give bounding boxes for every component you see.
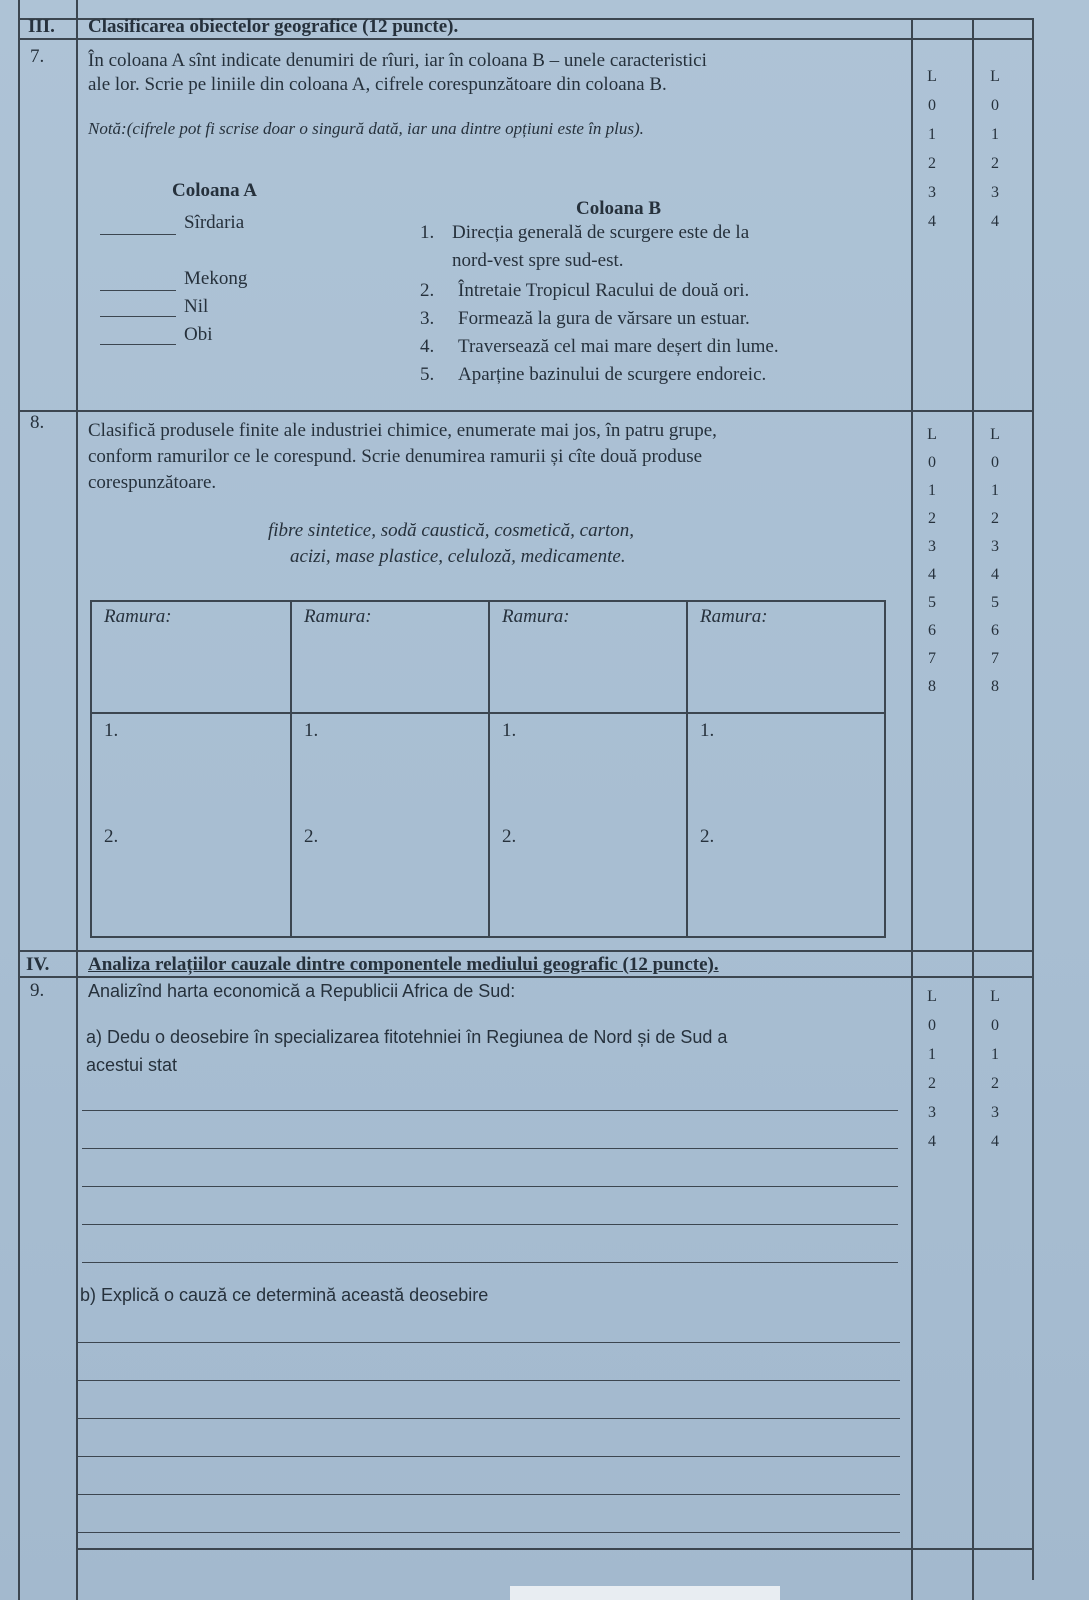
q8-score-grader1-9[interactable]: 8 xyxy=(928,678,936,695)
q8-answer-table xyxy=(90,600,886,938)
q9-score-grader2-5[interactable]: 4 xyxy=(991,1133,999,1150)
section3-divider xyxy=(18,38,1034,40)
q9-a-answer-line-3[interactable] xyxy=(82,1186,898,1187)
q9-score-grader2-1[interactable]: 0 xyxy=(991,1017,999,1034)
left-border xyxy=(18,0,20,1600)
q9-score-grader1-5[interactable]: 4 xyxy=(928,1133,936,1150)
q9-b-answer-line-1[interactable] xyxy=(76,1342,900,1343)
q8-products-line1: fibre sintetice, sodă caustică, cosmetică, carton, xyxy=(268,520,635,541)
q8-score-grader1-3[interactable]: 2 xyxy=(928,510,936,527)
q7-column-b-item-1-text: Direcția generală de scurgere este de la xyxy=(452,222,750,243)
q7-score-grader1-2[interactable]: 1 xyxy=(928,126,936,143)
q9-b-answer-line-4[interactable] xyxy=(76,1456,900,1457)
q7-column-b-item-1-text2: nord-vest spre sud-est. xyxy=(452,250,624,271)
q9-part-b: b) Explică o cauză ce determină această deosebire xyxy=(80,1285,489,1305)
q8-score-grader1-4[interactable]: 3 xyxy=(928,538,936,555)
q8-score-grader1-1[interactable]: 0 xyxy=(928,454,936,471)
q8-number: 8. xyxy=(30,412,45,433)
q7-answer-blank-4[interactable] xyxy=(100,344,176,345)
q7-number: 7. xyxy=(30,46,45,67)
q8-score-grader2-0[interactable]: L xyxy=(990,426,1000,443)
q8-score-grader2-1[interactable]: 0 xyxy=(991,454,999,471)
q9-score-grader2-2[interactable]: 1 xyxy=(991,1046,999,1063)
q9-score-grader1-0[interactable]: L xyxy=(927,988,937,1005)
q8-score-grader2-5[interactable]: 4 xyxy=(991,566,999,583)
q7-score-grader1-0[interactable]: L xyxy=(927,68,937,85)
q8-score-grader1-5[interactable]: 4 xyxy=(928,566,936,583)
q8-score-grader2-2[interactable]: 1 xyxy=(991,482,999,499)
section3-number: III. xyxy=(28,16,55,37)
table-item-1-col-3[interactable]: 1. xyxy=(502,720,517,741)
q9-a-answer-line-5[interactable] xyxy=(82,1262,898,1263)
q7-column-b-item-3-text: Formează la gura de vărsare un estuar. xyxy=(458,308,750,329)
bottom-line xyxy=(76,1548,1034,1550)
section4-number: IV. xyxy=(26,954,50,975)
q9-number: 9. xyxy=(30,980,45,1001)
score-column-divider-1 xyxy=(911,20,913,1600)
q7-column-b-item-4-text: Traversează cel mai mare deșert din lume. xyxy=(458,336,779,357)
q8-text-line2: conform ramurilor ce le corespund. Scrie denumirea ramurii și cîte două produse xyxy=(88,446,703,467)
table-col-divider-3 xyxy=(686,602,688,936)
q8-score-grader2-9[interactable]: 8 xyxy=(991,678,999,695)
q7-answer-blank-2[interactable] xyxy=(100,290,176,291)
q7-score-grader1-1[interactable]: 0 xyxy=(928,97,936,114)
q8-score-grader2-6[interactable]: 5 xyxy=(991,594,999,611)
q9-a-answer-line-4[interactable] xyxy=(82,1224,898,1225)
q7-score-grader2-5[interactable]: 4 xyxy=(991,213,999,230)
q8-score-grader2-3[interactable]: 2 xyxy=(991,510,999,527)
q8-score-grader1-7[interactable]: 6 xyxy=(928,622,936,639)
bottom-strip xyxy=(510,1586,780,1600)
q8-score-grader1-6[interactable]: 5 xyxy=(928,594,936,611)
q9-score-grader1-2[interactable]: 1 xyxy=(928,1046,936,1063)
q8-section4-divider xyxy=(18,950,1034,952)
q8-score-grader1-0[interactable]: L xyxy=(927,426,937,443)
q7-column-b-title: Coloana B xyxy=(576,198,661,219)
table-item-2-col-1[interactable]: 2. xyxy=(104,826,119,847)
q7-column-b-item-5-text: Aparține bazinului de scurgere endoreic. xyxy=(458,364,767,385)
q7-score-grader2-4[interactable]: 3 xyxy=(991,184,999,201)
q9-score-grader2-3[interactable]: 2 xyxy=(991,1075,999,1092)
number-column-divider xyxy=(76,0,78,1600)
q9-a-answer-line-2[interactable] xyxy=(82,1148,898,1149)
q9-score-grader2-0[interactable]: L xyxy=(990,988,1000,1005)
table-row-divider xyxy=(92,712,884,714)
q7-column-b-item-3-num: 3. xyxy=(420,308,435,329)
q8-text-line3: corespunzătoare. xyxy=(88,472,217,493)
table-item-2-col-3[interactable]: 2. xyxy=(502,826,517,847)
q7-column-b-item-4-num: 4. xyxy=(420,336,435,357)
q9-b-answer-line-2[interactable] xyxy=(76,1380,900,1381)
q7-column-b-item-2-text: Întretaie Tropicul Racului de două ori. xyxy=(458,280,750,301)
q9-part-a-line1: a) Dedu o deosebire în specializarea fitotehniei în Regiunea de Nord și de Sud a xyxy=(86,1027,728,1047)
q7-score-grader2-2[interactable]: 1 xyxy=(991,126,999,143)
q9-score-grader1-4[interactable]: 3 xyxy=(928,1104,936,1121)
q8-score-grader1-8[interactable]: 7 xyxy=(928,650,936,667)
q7-score-grader2-3[interactable]: 2 xyxy=(991,155,999,172)
q7-column-a-title: Coloana A xyxy=(172,180,257,201)
q8-score-grader2-4[interactable]: 3 xyxy=(991,538,999,555)
table-header-ramura-1[interactable]: Ramura: xyxy=(104,606,172,627)
q8-products-line2: acizi, mase plastice, celuloză, medicamente. xyxy=(290,546,626,567)
table-item-1-col-4[interactable]: 1. xyxy=(700,720,715,741)
q7-answer-blank-1[interactable] xyxy=(100,234,176,235)
q9-score-grader1-1[interactable]: 0 xyxy=(928,1017,936,1034)
q9-b-answer-line-6[interactable] xyxy=(76,1532,900,1533)
q9-a-answer-line-1[interactable] xyxy=(82,1110,898,1111)
q9-b-answer-line-3[interactable] xyxy=(76,1418,900,1419)
q7-text-line1: În coloana A sînt indicate denumiri de rîuri, iar în coloana B – unele caracteristici xyxy=(88,50,707,71)
q7-text-line2: ale lor. Scrie pe liniile din coloana A, cifrele corespunzătoare din coloana B. xyxy=(88,74,667,95)
q9-score-grader2-4[interactable]: 3 xyxy=(991,1104,999,1121)
q8-score-grader1-2[interactable]: 1 xyxy=(928,482,936,499)
q9-score-grader1-3[interactable]: 2 xyxy=(928,1075,936,1092)
q7-note: Notă:(cifrele pot fi scrise doar o singură dată, iar una dintre opțiuni este în plus). xyxy=(88,119,644,138)
table-col-divider-1 xyxy=(290,602,292,936)
q7-column-b-item-2-num: 2. xyxy=(420,280,435,301)
right-border xyxy=(1032,20,1034,1580)
table-header-ramura-2[interactable]: Ramura: xyxy=(304,606,372,627)
table-item-2-col-2[interactable]: 2. xyxy=(304,826,319,847)
q9-intro: Analizînd harta economică a Republicii Africa de Sud: xyxy=(88,981,516,1001)
q7-answer-blank-3[interactable] xyxy=(100,316,176,317)
q7-score-grader1-3[interactable]: 2 xyxy=(928,155,936,172)
table-item-1-col-1[interactable]: 1. xyxy=(104,720,119,741)
q7-column-a-item-3: Nil xyxy=(184,296,209,317)
table-item-2-col-4[interactable]: 2. xyxy=(700,826,715,847)
table-col-divider-2 xyxy=(488,602,490,936)
table-header-ramura-4[interactable]: Ramura: xyxy=(700,606,768,627)
section3-title: Clasificarea obiectelor geografice (12 puncte). xyxy=(88,16,459,37)
table-item-1-col-2[interactable]: 1. xyxy=(304,720,319,741)
table-header-ramura-3[interactable]: Ramura: xyxy=(502,606,570,627)
q8-text-line1: Clasifică produsele finite ale industriei chimice, enumerate mai jos, în patru grupe, xyxy=(88,420,717,441)
q7-score-grader1-4[interactable]: 3 xyxy=(928,184,936,201)
score-column-divider-2 xyxy=(972,20,974,1600)
q7-column-b-item-1-num: 1. xyxy=(420,222,435,243)
section4-q9-divider xyxy=(18,976,1034,978)
q7-score-grader1-5[interactable]: 4 xyxy=(928,213,936,230)
q7-score-grader2-0[interactable]: L xyxy=(990,68,1000,85)
q7-column-a-item-2: Mekong xyxy=(184,268,248,289)
q7-column-a-item-1: Sîrdaria xyxy=(184,212,245,233)
q9-part-a-line2: acestui stat xyxy=(86,1055,178,1075)
q9-b-answer-line-5[interactable] xyxy=(76,1494,900,1495)
q7-column-b-item-5-num: 5. xyxy=(420,364,435,385)
q8-score-grader2-8[interactable]: 7 xyxy=(991,650,999,667)
q7-score-grader2-1[interactable]: 0 xyxy=(991,97,999,114)
q7-column-a-item-4: Obi xyxy=(184,324,213,345)
q8-score-grader2-7[interactable]: 6 xyxy=(991,622,999,639)
q7-q8-divider xyxy=(18,410,1034,412)
section4-title: Analiza relațiilor cauzale dintre componentele mediului geografic (12 puncte). xyxy=(88,954,719,975)
